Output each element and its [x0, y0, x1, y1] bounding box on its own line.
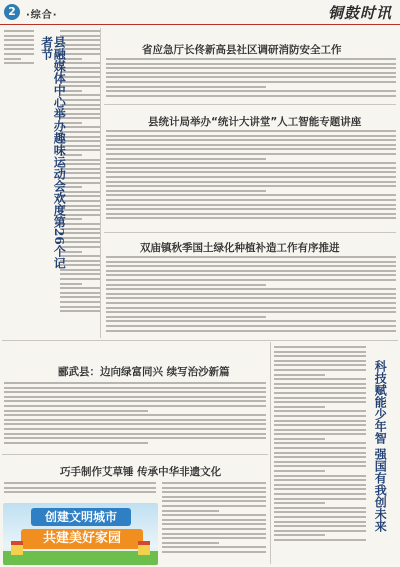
- text-line: [60, 71, 100, 73]
- text-line: [60, 177, 100, 179]
- text-line: [60, 246, 100, 248]
- text-line: [60, 310, 100, 312]
- text-line: [106, 130, 396, 132]
- text-line: [274, 397, 366, 399]
- text-line: [274, 511, 366, 513]
- text-line: [274, 346, 366, 348]
- text-line: [4, 30, 34, 32]
- grass-graphic: [3, 551, 158, 565]
- text-line: [106, 270, 396, 272]
- text-line: [106, 135, 396, 137]
- text-line: [60, 241, 100, 243]
- text-line: [274, 355, 366, 357]
- article-7-body: [274, 346, 366, 544]
- text-line: [162, 510, 219, 512]
- text-line: [4, 423, 266, 425]
- article-6-title: 巧手制作艾草锤 传承中华非遗文化: [60, 466, 222, 478]
- text-line: [274, 429, 366, 431]
- page-header: [0, 0, 400, 25]
- text-line: [4, 391, 266, 393]
- text-line: [106, 95, 396, 97]
- text-line: [162, 496, 266, 498]
- text-line: [274, 383, 366, 385]
- text-line: [60, 172, 100, 174]
- text-line: [106, 265, 396, 267]
- text-line: [162, 500, 266, 502]
- text-line: [274, 387, 366, 389]
- text-line: [60, 108, 100, 110]
- text-line: [274, 364, 366, 366]
- text-line: [4, 419, 266, 421]
- text-line: [4, 400, 266, 402]
- text-line: [106, 217, 396, 219]
- rule: [104, 104, 396, 105]
- text-line: [60, 163, 100, 165]
- text-line: [60, 260, 100, 262]
- text-line: [274, 406, 325, 408]
- text-line: [106, 316, 266, 318]
- text-line: [4, 53, 34, 55]
- text-line: [106, 63, 396, 65]
- text-line: [4, 442, 148, 444]
- text-line: [60, 39, 100, 41]
- article-6-body-left: [4, 482, 156, 496]
- article-6-body: [162, 482, 266, 556]
- text-line: [162, 533, 266, 535]
- text-line: [60, 99, 100, 101]
- text-line: [60, 48, 100, 50]
- text-line: [162, 551, 266, 553]
- text-line: [274, 369, 366, 371]
- text-line: [162, 546, 266, 548]
- text-line: [4, 482, 156, 484]
- text-line: [60, 292, 100, 294]
- text-line: [106, 330, 396, 332]
- text-line: [106, 293, 396, 295]
- text-line: [60, 140, 100, 142]
- text-line: [4, 410, 148, 412]
- text-line: [162, 528, 266, 530]
- article-4-title: 双庙镇秋季国土绿化种植补造工作有序推进: [140, 242, 340, 254]
- text-line: [60, 205, 100, 207]
- text-line: [60, 195, 100, 197]
- page-number: 2: [4, 4, 20, 20]
- column-divider: [270, 342, 271, 564]
- text-line: [106, 181, 396, 183]
- text-line: [162, 537, 266, 539]
- text-line: [106, 185, 396, 187]
- text-line: [60, 136, 100, 138]
- text-line: [162, 519, 266, 521]
- text-line: [274, 479, 366, 481]
- article-7-title: 科技赋能少年智 强国有我创未来: [373, 360, 388, 533]
- text-line: [4, 44, 34, 46]
- text-line: [60, 168, 100, 170]
- banner-line-1: 创建文明城市: [31, 508, 131, 526]
- text-line: [274, 465, 366, 467]
- text-line: [162, 491, 266, 493]
- text-line: [162, 482, 266, 484]
- text-line: [4, 414, 266, 416]
- text-line: [106, 76, 396, 78]
- text-line: [106, 90, 396, 92]
- text-line: [106, 199, 396, 201]
- text-line: [274, 351, 366, 353]
- text-line: [106, 204, 396, 206]
- text-line: [274, 378, 366, 380]
- text-line: [60, 53, 100, 55]
- rule: [2, 454, 268, 455]
- text-line: [106, 325, 396, 327]
- text-line: [4, 387, 266, 389]
- text-line: [60, 228, 100, 230]
- text-line: [274, 360, 366, 362]
- text-line: [106, 208, 396, 210]
- text-line: [106, 274, 396, 276]
- text-line: [106, 288, 396, 290]
- text-line: [60, 264, 100, 266]
- civilization-banner: [3, 503, 158, 565]
- text-line: [106, 158, 266, 160]
- text-line: [60, 35, 100, 37]
- text-line: [274, 498, 366, 500]
- text-line: [274, 507, 366, 509]
- text-line: [106, 307, 396, 309]
- text-line: [4, 382, 266, 384]
- text-line: [60, 131, 100, 133]
- article-2-title: 省应急厅长佟新高县社区调研消防安全工作: [142, 44, 342, 56]
- text-line: [162, 505, 266, 507]
- text-line: [274, 516, 366, 518]
- text-line: [60, 113, 100, 115]
- column-divider: [100, 28, 101, 338]
- text-line: [274, 539, 366, 541]
- text-line: [4, 437, 266, 439]
- text-line: [60, 209, 100, 211]
- text-line: [274, 470, 325, 472]
- text-line: [4, 487, 156, 489]
- text-line: [274, 452, 366, 454]
- text-line: [106, 148, 396, 150]
- text-line: [162, 523, 266, 525]
- text-line: [4, 62, 34, 64]
- text-line: [60, 30, 100, 32]
- text-line: [106, 194, 396, 196]
- text-line: [106, 256, 396, 258]
- text-line: [60, 104, 100, 106]
- text-line: [60, 145, 100, 147]
- article-5-body: [4, 382, 266, 446]
- text-line: [106, 162, 396, 164]
- text-line: [60, 237, 100, 239]
- text-line: [106, 86, 266, 88]
- text-line: [274, 420, 366, 422]
- text-line: [60, 200, 100, 202]
- banner-line-2: 共建美好家园: [21, 529, 143, 549]
- text-line: [60, 182, 100, 184]
- text-line: [106, 167, 396, 169]
- text-line: [60, 273, 100, 275]
- text-line: [106, 297, 396, 299]
- text-line: [274, 442, 366, 444]
- article-2-body: [106, 58, 396, 99]
- text-line: [60, 44, 100, 46]
- text-line: [106, 81, 396, 83]
- text-line: [106, 176, 396, 178]
- text-line: [274, 424, 366, 426]
- text-line: [60, 223, 100, 225]
- text-line: [60, 94, 100, 96]
- text-line: [274, 401, 366, 403]
- house-icon: [138, 541, 150, 555]
- text-line: [60, 296, 100, 298]
- section-label: ·综合·: [26, 10, 58, 21]
- text-line: [4, 491, 156, 493]
- text-line: [60, 67, 100, 69]
- text-line: [106, 261, 396, 263]
- text-line: [274, 530, 366, 532]
- text-line: [274, 392, 366, 394]
- text-line: [106, 67, 396, 69]
- text-line: [274, 475, 366, 477]
- text-line: [274, 410, 366, 412]
- text-line: [106, 302, 396, 304]
- text-line: [106, 171, 396, 173]
- article-3-body: [106, 130, 396, 222]
- text-line: [4, 433, 266, 435]
- text-line: [106, 213, 396, 215]
- text-line: [106, 139, 396, 141]
- text-line: [60, 278, 100, 280]
- text-line: [60, 149, 100, 151]
- text-line: [106, 144, 396, 146]
- text-line: [4, 39, 34, 41]
- text-line: [60, 306, 100, 308]
- text-line: [274, 525, 366, 527]
- text-line: [274, 534, 325, 536]
- text-line: [60, 159, 100, 161]
- rule: [2, 340, 398, 341]
- text-line: [4, 35, 34, 37]
- article-1-title: 县融媒体中心举办趣味运动会欢度第26个记者节: [39, 36, 67, 269]
- text-line: [4, 58, 21, 60]
- text-line: [106, 279, 396, 281]
- text-line: [274, 433, 366, 435]
- text-line: [60, 269, 100, 271]
- text-line: [106, 190, 266, 192]
- text-line: [106, 72, 396, 74]
- text-line: [4, 405, 266, 407]
- text-line: [60, 214, 100, 216]
- text-line: [106, 58, 396, 60]
- text-line: [274, 493, 366, 495]
- text-line: [274, 461, 366, 463]
- text-line: [162, 487, 266, 489]
- text-line: [106, 320, 396, 322]
- article-4-body: [106, 256, 396, 334]
- article-1-body-left: [4, 30, 34, 67]
- text-line: [106, 153, 396, 155]
- text-line: [4, 396, 266, 398]
- article-1-body: [60, 30, 100, 315]
- text-line: [60, 232, 100, 234]
- text-line: [274, 438, 325, 440]
- text-line: [274, 415, 366, 417]
- masthead: 铜鼓时讯: [327, 4, 392, 22]
- text-line: [60, 117, 100, 119]
- text-line: [274, 484, 366, 486]
- text-line: [60, 76, 100, 78]
- text-line: [60, 191, 100, 193]
- text-line: [60, 301, 100, 303]
- text-line: [274, 521, 366, 523]
- text-line: [274, 502, 325, 504]
- rule: [104, 232, 396, 233]
- text-line: [60, 62, 100, 64]
- text-line: [106, 284, 266, 286]
- text-line: [162, 542, 219, 544]
- text-line: [60, 81, 100, 83]
- text-line: [274, 447, 366, 449]
- article-5-title: 郦武县：边向绿富同兴 续写治沙新篇: [58, 366, 230, 378]
- text-line: [106, 311, 396, 313]
- text-line: [60, 287, 100, 289]
- text-line: [274, 456, 366, 458]
- text-line: [162, 514, 266, 516]
- text-line: [4, 428, 266, 430]
- text-line: [274, 488, 366, 490]
- text-line: [60, 85, 100, 87]
- text-line: [60, 255, 100, 257]
- text-line: [274, 374, 325, 376]
- article-3-title: 县统计局举办“统计大讲堂”人工智能专题讲座: [148, 116, 362, 128]
- text-line: [60, 283, 82, 285]
- text-line: [4, 48, 34, 50]
- text-line: [60, 126, 100, 128]
- house-icon: [11, 541, 23, 555]
